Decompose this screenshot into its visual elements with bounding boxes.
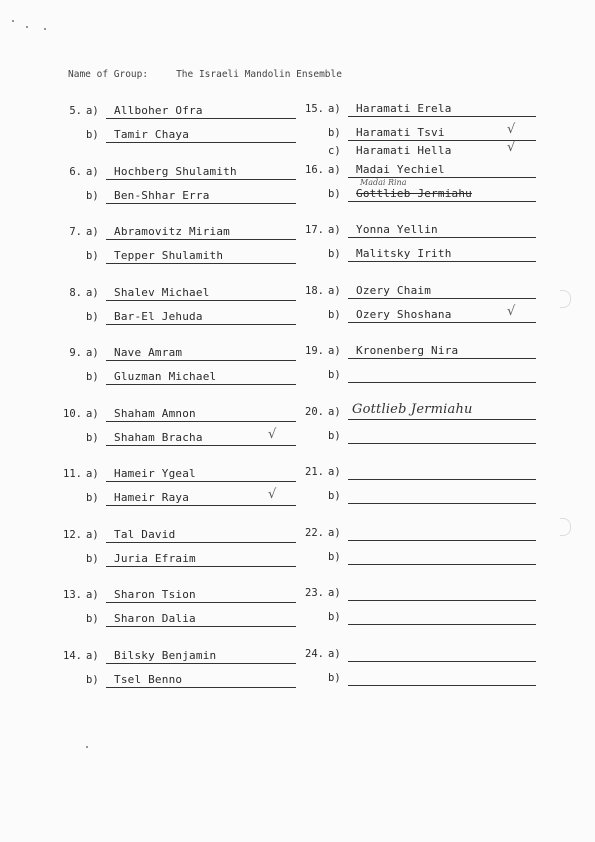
fill-in-line bbox=[106, 179, 296, 180]
entry-number: 7. bbox=[69, 226, 82, 238]
entry-row bbox=[302, 303, 552, 324]
fill-in-line bbox=[106, 384, 296, 385]
entry-row bbox=[60, 552, 310, 568]
checkmark-icon: √ bbox=[268, 426, 277, 442]
row-letter: a) bbox=[86, 347, 99, 359]
member-name: Haramati Tsvi bbox=[356, 126, 445, 139]
member-name: Hameir Ygeal bbox=[114, 467, 196, 480]
entry-number: 8. bbox=[69, 286, 82, 299]
entry-row bbox=[302, 368, 552, 384]
row-letter: a) bbox=[86, 105, 99, 117]
entry-number: 21. bbox=[305, 466, 324, 478]
row-letter: a) bbox=[328, 587, 341, 599]
punch-hole-mark bbox=[560, 290, 571, 308]
handwritten-annotation: Madai Rina bbox=[360, 177, 407, 187]
fill-in-line bbox=[106, 324, 296, 325]
member-name: Bilsky Benjamin bbox=[114, 648, 217, 662]
entry-number: 11. bbox=[63, 468, 82, 480]
fill-in-line bbox=[106, 118, 296, 119]
fill-in-line bbox=[348, 382, 536, 383]
member-name: Bar-El Jehuda bbox=[114, 309, 203, 323]
entry-row bbox=[60, 370, 310, 386]
entry-row bbox=[302, 465, 552, 481]
fill-in-line bbox=[348, 261, 536, 262]
entry-row bbox=[302, 140, 552, 160]
row-letter: a) bbox=[328, 405, 341, 418]
entry-number: 17. bbox=[305, 224, 324, 236]
member-name: Juria Efraim bbox=[114, 551, 196, 565]
row-letter: b) bbox=[328, 611, 341, 623]
fill-in-line bbox=[348, 443, 536, 444]
fill-in-line bbox=[348, 564, 536, 565]
fill-in-line bbox=[106, 663, 296, 664]
row-letter: b) bbox=[86, 129, 99, 141]
row-letter: b) bbox=[86, 552, 99, 565]
entry-number: 5. bbox=[69, 105, 82, 117]
row-letter: b) bbox=[86, 371, 99, 383]
entry-row bbox=[60, 528, 310, 544]
checkmark-icon: √ bbox=[268, 487, 277, 502]
row-letter: a) bbox=[86, 286, 99, 299]
fill-in-line bbox=[106, 142, 296, 143]
entry-row bbox=[302, 671, 552, 687]
fill-in-line bbox=[106, 687, 296, 688]
entry-row bbox=[302, 647, 552, 663]
member-name: Kronenberg Nira bbox=[356, 344, 459, 357]
fill-in-line bbox=[348, 322, 536, 323]
fill-in-line bbox=[348, 116, 536, 117]
entry-row bbox=[302, 284, 552, 300]
row-letter: b) bbox=[86, 189, 99, 202]
entry-number: 9. bbox=[69, 347, 82, 359]
entry-number: 18. bbox=[305, 284, 324, 297]
entry-row bbox=[302, 610, 552, 626]
fill-in-line bbox=[106, 602, 296, 603]
member-name: Hochberg Shulamith bbox=[114, 164, 237, 178]
fill-in-line bbox=[348, 540, 536, 541]
member-name: Gottlieb Jermiahu bbox=[356, 186, 472, 200]
row-letter: b) bbox=[328, 490, 341, 502]
group-name-line bbox=[68, 69, 342, 80]
entry-row bbox=[60, 649, 310, 665]
fill-in-line bbox=[106, 481, 296, 482]
entry-row bbox=[302, 247, 552, 263]
row-letter: a) bbox=[328, 163, 341, 176]
entry-row bbox=[60, 286, 310, 302]
member-name: Malitsky Irith bbox=[356, 247, 452, 260]
fill-in-line bbox=[106, 203, 296, 204]
group-name-value: The Israeli Mandolin Ensemble bbox=[176, 69, 342, 80]
member-name: Madai Yechiel bbox=[356, 162, 445, 176]
entry-row bbox=[60, 249, 310, 265]
row-letter: a) bbox=[328, 103, 341, 115]
fill-in-line bbox=[106, 566, 296, 567]
handwritten-name: Gottlieb Jermiahu bbox=[352, 401, 473, 417]
fill-in-line bbox=[106, 239, 296, 240]
entry-number: 16. bbox=[305, 163, 324, 176]
entry-number: 12. bbox=[63, 528, 82, 541]
member-name: Shaham Amnon bbox=[114, 406, 196, 420]
member-name: Shalev Michael bbox=[114, 285, 210, 299]
scan-speck bbox=[26, 26, 28, 28]
fill-in-line bbox=[348, 503, 536, 504]
entry-number: 23. bbox=[305, 587, 324, 599]
member-name: Tepper Shulamith bbox=[114, 249, 224, 262]
entry-number: 6. bbox=[69, 165, 82, 178]
entry-row bbox=[60, 128, 310, 144]
member-name: Sharon Dalia bbox=[114, 612, 196, 625]
member-name: Gluzman Michael bbox=[114, 370, 217, 383]
row-letter: b) bbox=[86, 310, 99, 323]
row-letter: b) bbox=[328, 671, 341, 684]
scan-speck bbox=[86, 746, 88, 748]
entry-number: 19. bbox=[305, 345, 324, 357]
member-name: Tsel Benno bbox=[114, 672, 183, 686]
row-letter: a) bbox=[328, 284, 341, 297]
row-letter: b) bbox=[328, 369, 341, 381]
row-letter: b) bbox=[86, 250, 99, 262]
member-name: Tamir Chaya bbox=[114, 128, 190, 141]
checkmark-icon: √ bbox=[507, 122, 516, 137]
entry-row bbox=[60, 104, 310, 120]
row-letter: b) bbox=[328, 248, 341, 260]
entry-number: 24. bbox=[305, 647, 324, 660]
member-name: Ozery Shoshana bbox=[356, 307, 452, 321]
fill-in-line bbox=[106, 626, 296, 627]
fill-in-line bbox=[348, 298, 536, 299]
entry-number: 20. bbox=[305, 405, 324, 418]
entry-row bbox=[60, 310, 310, 326]
row-letter: b) bbox=[328, 429, 341, 442]
row-letter: b) bbox=[328, 127, 341, 139]
member-name: Abramovitz Miriam bbox=[114, 225, 230, 238]
row-letter: a) bbox=[86, 528, 99, 541]
fill-in-line bbox=[348, 624, 536, 625]
row-letter: a) bbox=[86, 649, 99, 662]
row-letter: b) bbox=[86, 492, 99, 504]
row-letter: b) bbox=[86, 431, 99, 444]
entry-row bbox=[302, 550, 552, 566]
fill-in-line bbox=[106, 360, 296, 361]
fill-in-line bbox=[106, 445, 296, 446]
entry-row bbox=[302, 401, 552, 421]
row-letter: b) bbox=[86, 673, 99, 686]
entry-number: 15. bbox=[305, 103, 324, 115]
fill-in-line bbox=[348, 419, 536, 420]
fill-in-line bbox=[106, 542, 296, 543]
member-name: Ben-Shhar Erra bbox=[114, 188, 210, 202]
row-letter: a) bbox=[86, 407, 99, 420]
entry-row bbox=[302, 489, 552, 505]
scan-speck bbox=[12, 20, 14, 22]
entry-row bbox=[60, 588, 310, 604]
entry-row bbox=[302, 177, 552, 203]
entry-row bbox=[302, 344, 552, 360]
entry-row bbox=[60, 426, 310, 447]
fill-in-line bbox=[106, 263, 296, 264]
fill-in-line bbox=[348, 479, 536, 480]
member-name: Sharon Tsion bbox=[114, 588, 196, 601]
entry-row bbox=[60, 346, 310, 362]
entry-row bbox=[302, 223, 552, 239]
fill-in-line bbox=[348, 358, 536, 359]
punch-hole-mark bbox=[560, 518, 571, 536]
member-name: Tal David bbox=[114, 527, 176, 541]
fill-in-line bbox=[348, 661, 536, 662]
member-name: Nave Amram bbox=[114, 346, 183, 359]
entry-number: 13. bbox=[63, 589, 82, 601]
group-name-label: Name of Group: bbox=[68, 69, 149, 80]
row-letter: a) bbox=[328, 224, 341, 236]
entry-row bbox=[302, 429, 552, 445]
member-name: Haramati Hella bbox=[356, 144, 452, 157]
entry-row bbox=[302, 526, 552, 542]
fill-in-line bbox=[348, 237, 536, 238]
fill-in-line bbox=[348, 685, 536, 686]
fill-in-line bbox=[348, 201, 536, 202]
checkmark-icon: √ bbox=[507, 140, 516, 155]
row-letter: a) bbox=[86, 589, 99, 601]
fill-in-line bbox=[106, 421, 296, 422]
entry-row bbox=[60, 612, 310, 628]
row-letter: a) bbox=[328, 345, 341, 357]
row-letter: b) bbox=[86, 613, 99, 625]
fill-in-line bbox=[106, 505, 296, 506]
member-name: Hameir Raya bbox=[114, 491, 190, 504]
entry-row bbox=[60, 673, 310, 689]
member-name: Yonna Yellin bbox=[356, 223, 438, 236]
entry-number: 10. bbox=[63, 407, 82, 420]
row-letter: a) bbox=[86, 165, 99, 178]
entry-row bbox=[302, 163, 552, 179]
entry-row bbox=[60, 225, 310, 241]
entry-row bbox=[302, 102, 552, 118]
member-name: Haramati Erela bbox=[356, 102, 452, 115]
row-letter: b) bbox=[328, 550, 341, 563]
row-letter: b) bbox=[328, 308, 341, 321]
entry-row bbox=[60, 487, 310, 507]
row-letter: a) bbox=[328, 466, 341, 478]
entry-row bbox=[60, 467, 310, 483]
member-name: Shaham Bracha bbox=[114, 430, 203, 444]
entry-row bbox=[60, 189, 310, 205]
row-letter: c) bbox=[328, 145, 341, 157]
fill-in-line bbox=[106, 300, 296, 301]
scan-speck bbox=[44, 28, 46, 30]
entry-row bbox=[60, 407, 310, 423]
row-letter: a) bbox=[86, 226, 99, 238]
entry-number: 14. bbox=[63, 649, 82, 662]
checkmark-icon: √ bbox=[507, 303, 516, 319]
entry-number: 22. bbox=[305, 526, 324, 539]
entry-row bbox=[302, 586, 552, 602]
entry-row bbox=[60, 165, 310, 181]
row-letter: b) bbox=[328, 187, 341, 200]
member-name: Ozery Chaim bbox=[356, 283, 432, 297]
member-name: Allboher Ofra bbox=[114, 104, 203, 117]
row-letter: a) bbox=[328, 526, 341, 539]
fill-in-line bbox=[348, 600, 536, 601]
row-letter: a) bbox=[86, 468, 99, 480]
row-letter: a) bbox=[328, 647, 341, 660]
